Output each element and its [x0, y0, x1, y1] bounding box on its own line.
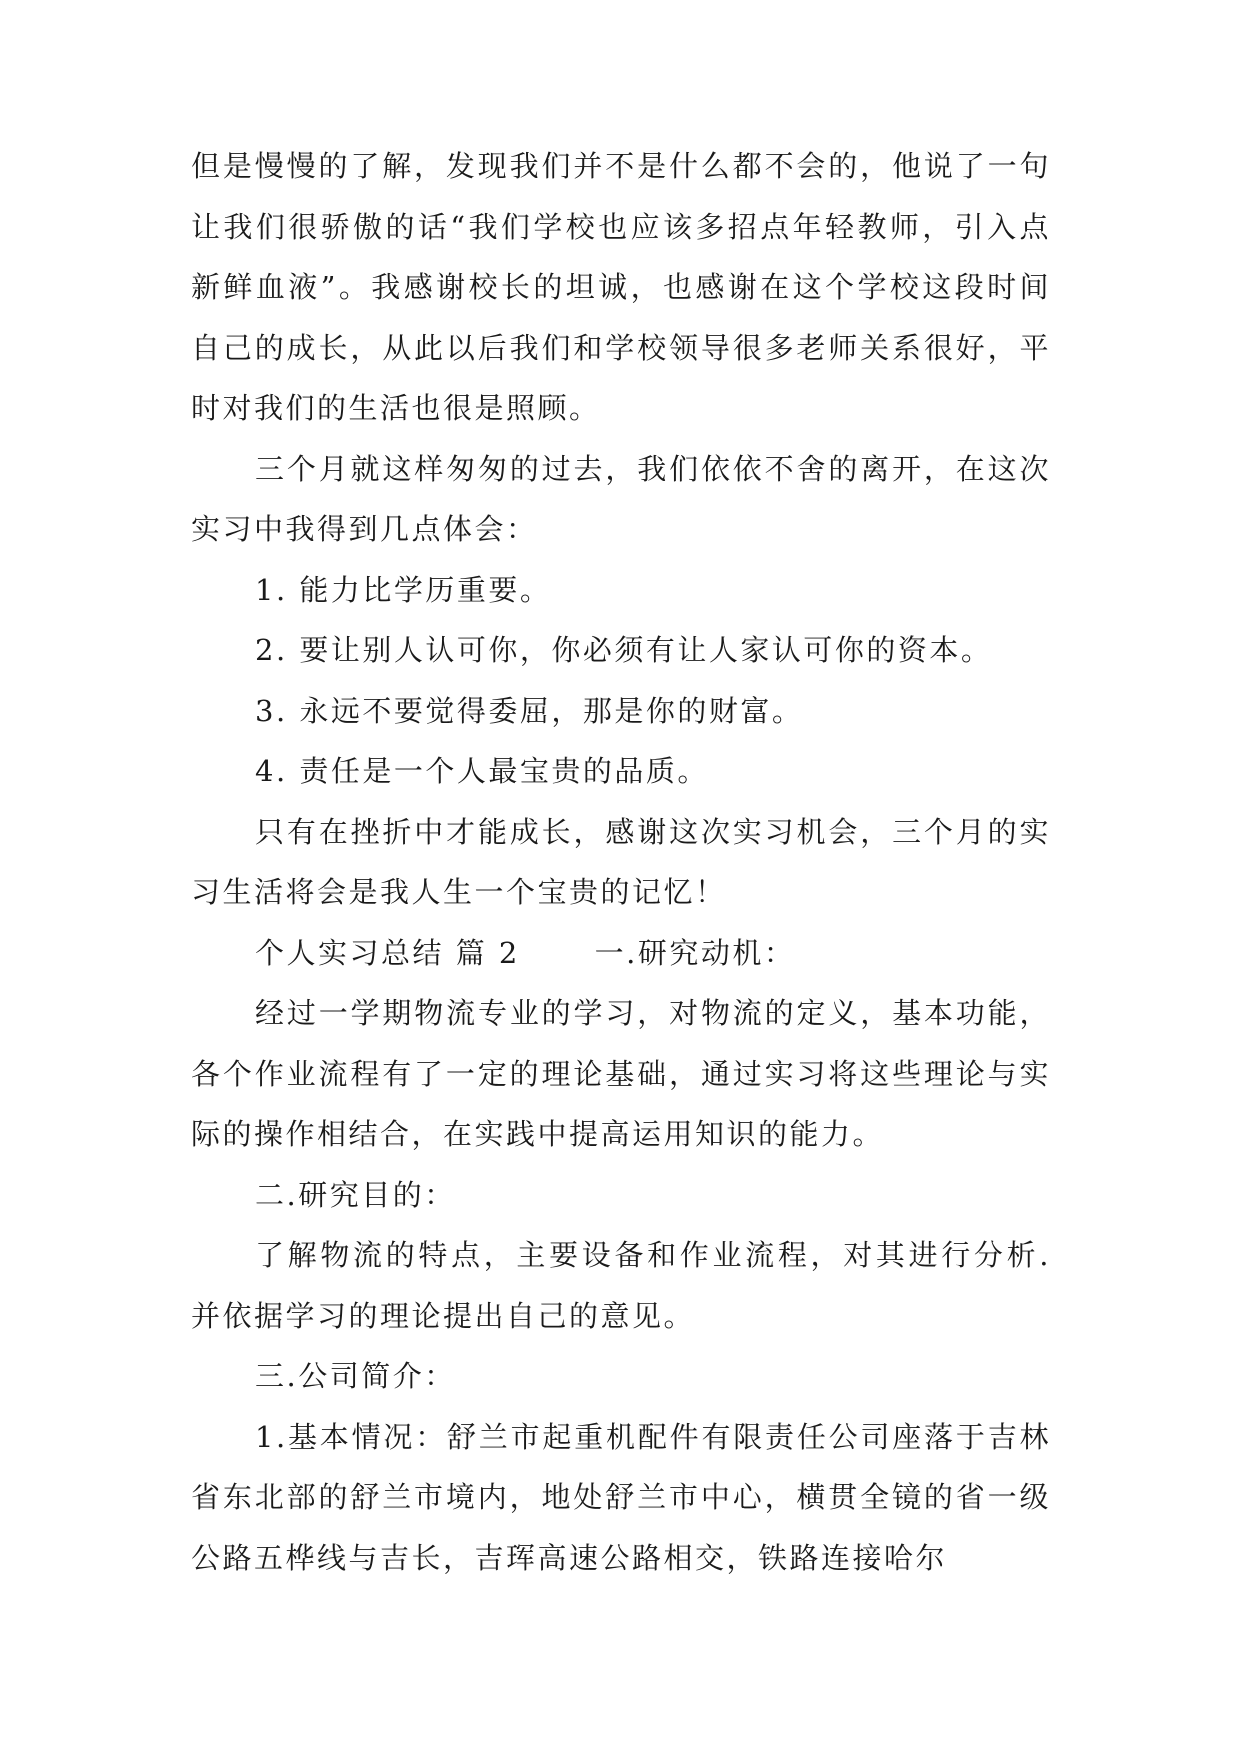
- list-item-1: 1. 能力比学历重要。: [255, 572, 552, 607]
- paragraph-continuation: 但是慢慢的了解，发现我们并不是什么都不会的，他说了一句让我们很骄傲的话“我们学校也应该多招点年轻教师，引入点新鲜血液”。我感谢校长的坦诚，也感谢在这个学校这段时间自己的成长，从此以后我们和学校领导很多老师关系很好，平时对我们的生活也很是照顾。: [191, 149, 1051, 425]
- list-item-4: 4. 责任是一个人最宝贵的品质。: [255, 754, 709, 788]
- list-item-3: 3. 永远不要觉得委屈，那是你的财富。: [255, 693, 804, 728]
- paragraph-purpose: 了解物流的特点，主要设备和作业流程，对其进行分析.并依据学习的理论提出自己的意见。: [191, 1238, 1051, 1333]
- paragraph-motivation: 经过一学期物流专业的学习，对物流的定义，基本功能，各个作业流程有了一定的理论基础，通过实习将这些理论与实际的操作相结合，在实践中提高运用知识的能力。: [191, 996, 1051, 1151]
- list-item-2: 2. 要让别人认可你，你必须有让人家认可你的资本。: [255, 633, 993, 667]
- paragraph-reflection: 三个月就这样匆匆的过去，我们依依不舍的离开，在这次实习中我得到几点体会：: [191, 451, 1051, 546]
- section-heading-purpose: 二.研究目的：: [255, 1177, 456, 1212]
- section-heading-company: 三.公司简介：: [255, 1359, 456, 1393]
- section-heading-part-2: 个人实习总结 篇 2 一.研究动机：: [255, 935, 796, 970]
- document-body: [191, 136, 1051, 1588]
- paragraph-conclusion: 只有在挫折中才能成长，感谢这次实习机会，三个月的实习生活将会是我人生一个宝贵的记忆！: [191, 814, 1051, 909]
- paragraph-company-info: 1.基本情况：舒兰市起重机配件有限责任公司座落于吉林省东北部的舒兰市境内，地处舒兰市中心，横贯全镜的省一级公路五桦线与吉长，吉珲高速公路相交，铁路连接哈尔: [191, 1419, 1051, 1575]
